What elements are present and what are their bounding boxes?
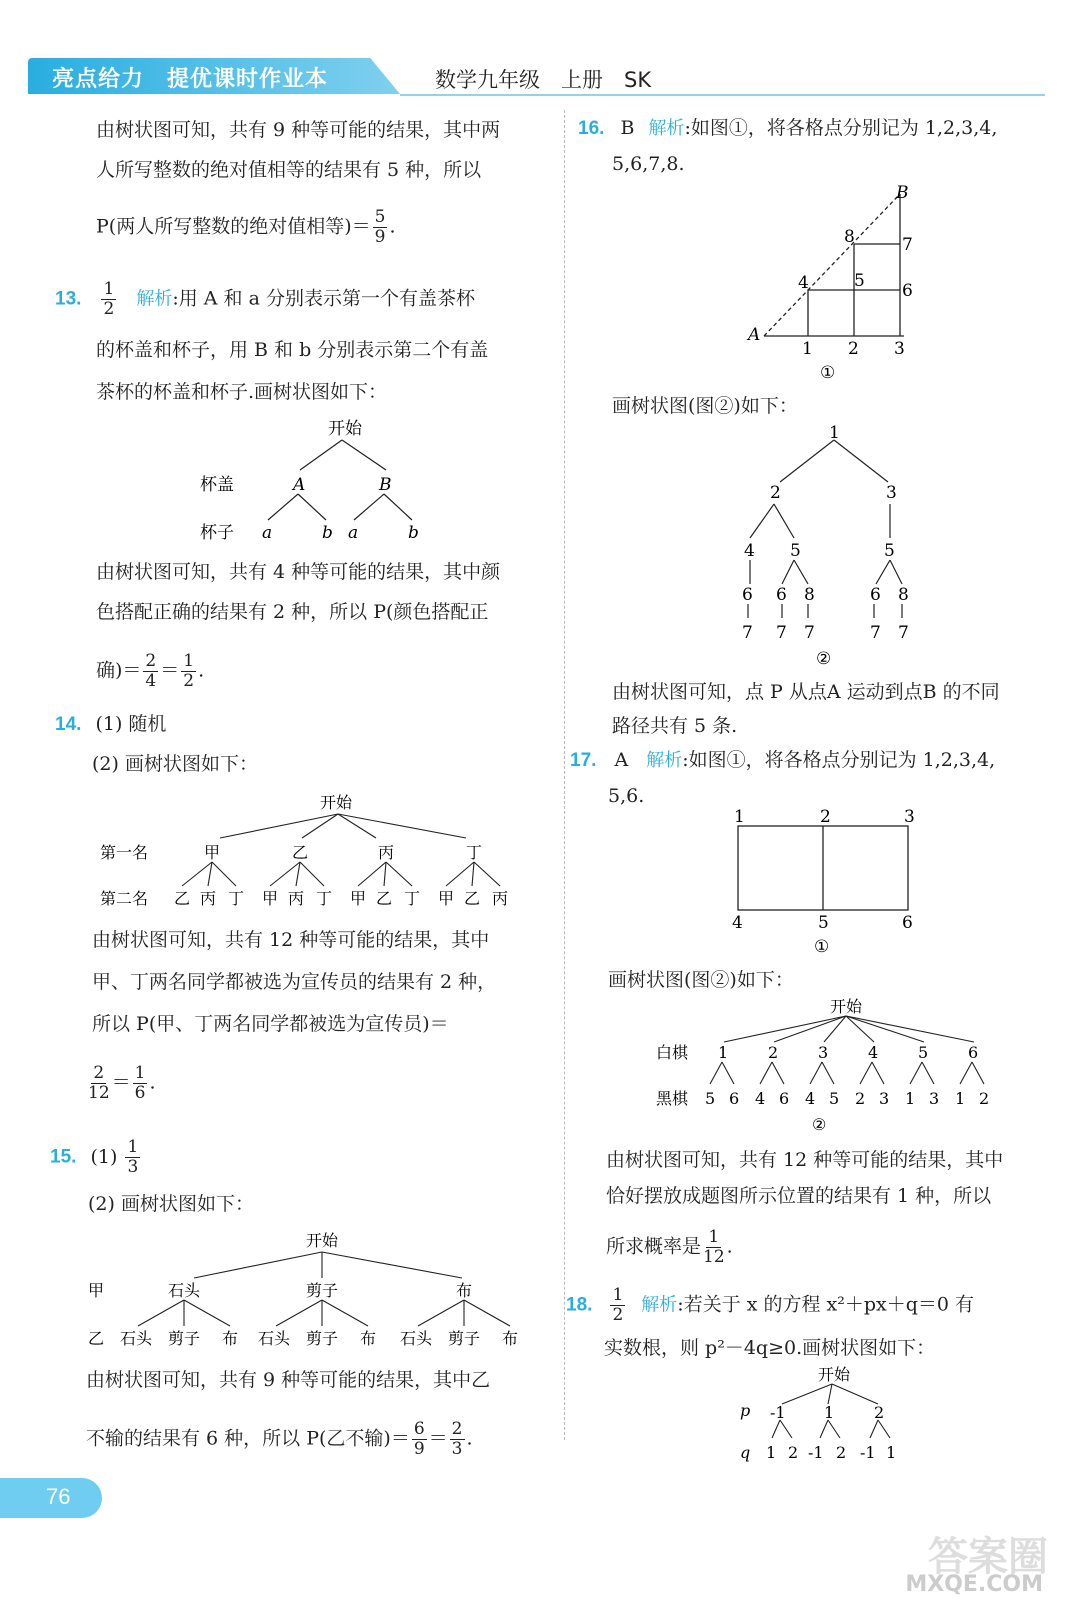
tree-node: 4 [744,541,755,561]
q18-text: :若关于 x 的方程 x²＋px＋q＝0 有 [677,1293,975,1316]
q14-part1: (1) 随机 [95,713,167,735]
row-label: q [740,1443,751,1462]
q15-text-line: 由树状图可知，共有 9 种等可能的结果，其中乙 [86,1369,491,1391]
tree-node: 5 [918,1043,929,1062]
tree-node: 剪子 [168,1329,201,1348]
page-number: 76 [46,1484,71,1509]
figure-caption: ① [814,937,830,957]
column-divider [564,110,565,1440]
tree-node: 甲 [204,843,221,862]
denominator: 12 [703,1247,725,1267]
question-number: 14. [55,714,82,735]
tree-node: 6 [729,1089,740,1108]
q13-text-line: 色搭配正确的结果有 2 种，所以 P(颜色搭配正 [96,601,489,623]
denominator: 9 [374,227,386,247]
q16-grid-figure [740,180,930,385]
point-label: 8 [844,227,855,247]
q16-answer: B [620,117,635,139]
tree-node: 3 [929,1089,940,1108]
row-label: 杯子 [200,523,234,543]
numerator: 2 [451,1419,463,1439]
tree-node: 丁 [228,889,245,908]
fraction [450,1420,465,1459]
q13-text-line: 的杯盖和杯子，用 B 和 b 分别表示第二个有盖 [96,339,489,361]
q17-grid-figure [726,804,926,960]
tree-node: 丙 [492,889,509,908]
tree-node: B [379,475,392,495]
q16-text: :如图①，将各格点分别记为 1,2,3,4, [684,117,998,139]
q15-answer-line: 不输的结果有 6 种，所以 P(乙不输)＝ $\frac{6}{9}$ ＝ $\frac{2}{3}$ . [86,1419,473,1459]
q14-text-line: (2) 画树状图如下： [92,753,258,775]
q12-answer-text: P(两人所写整数的绝对值相等)＝ [96,215,371,238]
q14-text-line: 所以 P(甲、丁两名同学都被选为宣传员)＝ [92,1013,449,1035]
numerator: 1 [134,1063,146,1083]
numerator: 1 [708,1227,720,1247]
tree-node: 3 [879,1089,890,1108]
tree-node: 8 [898,585,909,605]
tree-node: 乙 [376,889,393,908]
denominator: 2 [612,1305,624,1325]
tree-node: 6 [968,1043,979,1062]
tree-node: 剪子 [448,1329,481,1348]
tree-node: 6 [870,585,881,605]
point-label: 1 [802,339,813,359]
denominator: 2 [183,671,195,691]
tree-node: b [322,523,333,543]
tree-node: 6 [742,585,753,605]
point-label: 4 [732,913,743,933]
q16-text-line: 画树状图(图②)如下： [612,395,798,417]
q18-text-line: 实数根，则 p²－4q≥0.画树状图如下： [604,1337,936,1359]
tree-node: 石头 [168,1281,201,1300]
row-label: 第一名 [100,843,149,862]
point-label: 1 [734,807,745,827]
point-label: B [896,183,909,203]
tree-node: 布 [222,1329,239,1348]
q16-text-line: 由树状图可知，点 P 从点A 运动到点B 的不同 [612,681,1000,703]
row-label: 白棋 [656,1043,689,1062]
q17-text-line: 由树状图可知，共有 12 种等可能的结果，其中 [606,1149,1004,1171]
q17-text: :如图①，将各格点分别记为 1,2,3,4, [682,749,996,771]
q14-text-line: 由树状图可知，共有 12 种等可能的结果，其中 [92,929,490,951]
numerator: 2 [93,1063,105,1083]
figure-caption: ② [816,649,832,669]
tree-node: 丙 [288,889,305,908]
tree-node: 丁 [404,889,421,908]
tree-node: b [408,523,419,543]
point-label: 2 [820,807,831,827]
tree-node: -1 [770,1403,786,1422]
q17-answer-line: 所求概率是 $\frac{1}{12}$ . [606,1227,733,1267]
point-label: 6 [902,281,913,301]
tree-node: 2 [979,1089,990,1108]
numerator: 2 [145,651,157,671]
fraction [412,1420,427,1459]
q13-answer-line: 确)＝ $\frac{2}{4}$ ＝ $\frac{1}{2}$ . [96,651,205,691]
watermark-url: MXQE.COM [905,1572,1043,1597]
tree-node: 乙 [174,889,191,908]
point-label: 2 [848,339,859,359]
tree-node: 丁 [466,843,483,862]
numerator: 5 [374,207,386,227]
row-label: 杯盖 [200,475,234,495]
q14-text-line: 甲、丁两名同学都被选为宣传员的结果有 2 种， [92,971,497,993]
tree-node: 5 [884,541,895,561]
header-rule [400,94,1045,96]
question-number: 17. [570,750,597,771]
tree-node: 6 [779,1089,790,1108]
denominator: 12 [88,1083,110,1103]
analysis-keyword: 解析 [646,750,683,771]
tree-node: 2 [874,1403,885,1422]
tree-node: 4 [755,1089,766,1108]
q16-tree-diagram [730,420,930,670]
tree-root: 开始 [328,419,362,439]
q17-answer-text: 所求概率是 [606,1235,702,1258]
q13-line [55,280,475,319]
q12-text-line: 由树状图可知，共有 9 种等可能的结果，其中两 [96,119,501,141]
tree-node: 1 [766,1443,777,1462]
tree-node: 2 [836,1443,847,1462]
q16-line [578,116,997,141]
tree-node: a [348,523,359,543]
tree-node: 1 [886,1443,897,1462]
q18-tree-diagram [736,1362,916,1466]
tree-node: 剪子 [306,1281,339,1300]
tree-root: 开始 [818,1365,851,1384]
question-number: 16. [578,118,605,139]
tree-root: 开始 [320,793,353,812]
analysis-keyword: 解析 [641,1294,678,1316]
tree-node: 7 [870,623,881,643]
point-label: 4 [798,273,809,293]
tree-node: 5 [790,541,801,561]
tree-node: 2 [788,1443,799,1462]
tree-node: 布 [456,1281,473,1300]
denominator: 4 [145,671,157,691]
q17-answer: A [614,749,629,771]
tree-node: -1 [808,1443,824,1462]
denominator: 9 [413,1439,425,1459]
tree-node: 1 [955,1089,966,1108]
q13-answer-text: 确)＝ [96,659,142,682]
tree-node: 甲 [350,889,367,908]
q17-line [570,748,995,773]
numerator: 1 [103,279,115,299]
q13-text-line: 由树状图可知，共有 4 种等可能的结果，其中颜 [96,561,501,583]
tree-node: 乙 [464,889,481,908]
point-label: 5 [818,913,829,933]
question-number: 15. [50,1146,77,1168]
q15-tree-diagram [86,1228,546,1360]
tree-node: 丙 [200,889,217,908]
fraction [373,208,388,247]
q15-part1: (1) [90,1145,118,1168]
denominator: 2 [103,299,115,319]
fraction [133,1064,148,1103]
denominator: 3 [451,1439,463,1459]
question-number: 18. [566,1294,593,1316]
tree-node: 石头 [258,1329,291,1348]
tree-node: 甲 [262,889,279,908]
tree-node: 1 [829,423,840,443]
tree-node: 5 [829,1089,840,1108]
row-label: 第二名 [100,889,149,908]
point-label: 3 [904,807,915,827]
q17-tree-diagram [650,996,1010,1138]
q15-answer-text: 不输的结果有 6 种，所以 P(乙不输)＝ [86,1427,410,1450]
point-label: 3 [894,339,905,359]
tree-node: 2 [855,1089,866,1108]
q13-text-line: 茶杯的杯盖和杯子.画树状图如下： [96,381,388,403]
q17-text-line: 画树状图(图②)如下： [608,969,794,991]
point-label: A [748,325,761,345]
q17-text-line: 5,6. [608,785,645,807]
tree-node: 4 [868,1043,879,1062]
row-label: p [740,1401,751,1420]
question-number: 13. [55,288,82,310]
tree-node: 甲 [438,889,455,908]
q12-answer-line: P(两人所写整数的绝对值相等)＝ $\frac{5}{9}$ . [96,207,396,247]
point-label: 6 [902,913,913,933]
tree-node: 3 [818,1043,829,1062]
tree-node: 5 [705,1089,716,1108]
numerator: 1 [612,1285,624,1305]
tree-root: 开始 [306,1231,339,1250]
figure-caption: ① [820,363,836,383]
tree-node: 乙 [292,843,309,862]
numerator: 1 [183,651,195,671]
tree-node: 1 [718,1043,729,1062]
q14-line [55,712,166,737]
fraction [181,652,196,691]
book-title: 亮点给力 提优课时作业本 [52,67,329,92]
q14-answer-line: $\frac{2}{12}$ ＝ $\frac{1}{6}$ . [88,1063,156,1103]
q15-answer-fraction [125,1138,140,1177]
tree-node: 2 [770,483,781,503]
analysis-keyword: 解析 [136,288,173,310]
row-label: 黑棋 [656,1089,689,1108]
tree-node: 1 [824,1403,835,1422]
point-label: 5 [854,271,865,291]
fraction [703,1228,725,1267]
tree-node: 6 [776,585,787,605]
row-label: 乙 [88,1329,105,1348]
q18-line [566,1286,974,1325]
tree-root: 开始 [830,997,863,1016]
tree-node: 丙 [378,843,395,862]
numerator: 6 [413,1419,425,1439]
tree-node: -1 [860,1443,876,1462]
tree-node: 1 [905,1089,916,1108]
book-subject: 数学九年级 上册 SK [435,68,652,92]
tree-node: 剪子 [306,1329,339,1348]
fraction [143,652,158,691]
q12-text-line: 人所写整数的绝对值相等的结果有 5 种，所以 [96,159,482,181]
tree-node: 布 [360,1329,377,1348]
q16-text-line: 路径共有 5 条. [612,715,738,737]
point-label: 7 [902,235,913,255]
q13-text: :用 A 和 a 分别表示第一个有盖茶杯 [172,287,475,310]
q15-line [50,1138,142,1177]
row-label: 甲 [88,1281,105,1300]
tree-node: 7 [742,623,753,643]
tree-node: 石头 [120,1329,153,1348]
watermark: 答案圈 [928,1534,1048,1580]
tree-node: 8 [804,585,815,605]
figure-caption: ② [812,1115,827,1134]
tree-node: a [262,523,273,543]
analysis-keyword: 解析 [648,118,685,139]
tree-node: 石头 [400,1329,433,1348]
numerator: 1 [127,1137,139,1157]
tree-node: 3 [886,483,897,503]
tree-node: 7 [804,623,815,643]
q13-answer-fraction [101,280,116,319]
denominator: 6 [134,1083,146,1103]
tree-node: 4 [805,1089,816,1108]
tree-node: 2 [768,1043,779,1062]
denominator: 3 [127,1157,139,1177]
tree-node: A [293,475,306,495]
fraction [88,1064,110,1103]
tree-node: 布 [502,1329,519,1348]
tree-node: 7 [898,623,909,643]
q13-tree-diagram [190,412,450,552]
q16-text-line: 5,6,7,8. [612,153,685,175]
tree-node: 7 [776,623,787,643]
tree-node: 丁 [316,889,333,908]
q18-answer-fraction [610,1286,625,1325]
q14-tree-diagram [96,790,536,918]
q15-text-line: (2) 画树状图如下： [88,1193,254,1215]
q17-text-line: 恰好摆放成题图所示位置的结果有 1 种，所以 [606,1185,992,1207]
